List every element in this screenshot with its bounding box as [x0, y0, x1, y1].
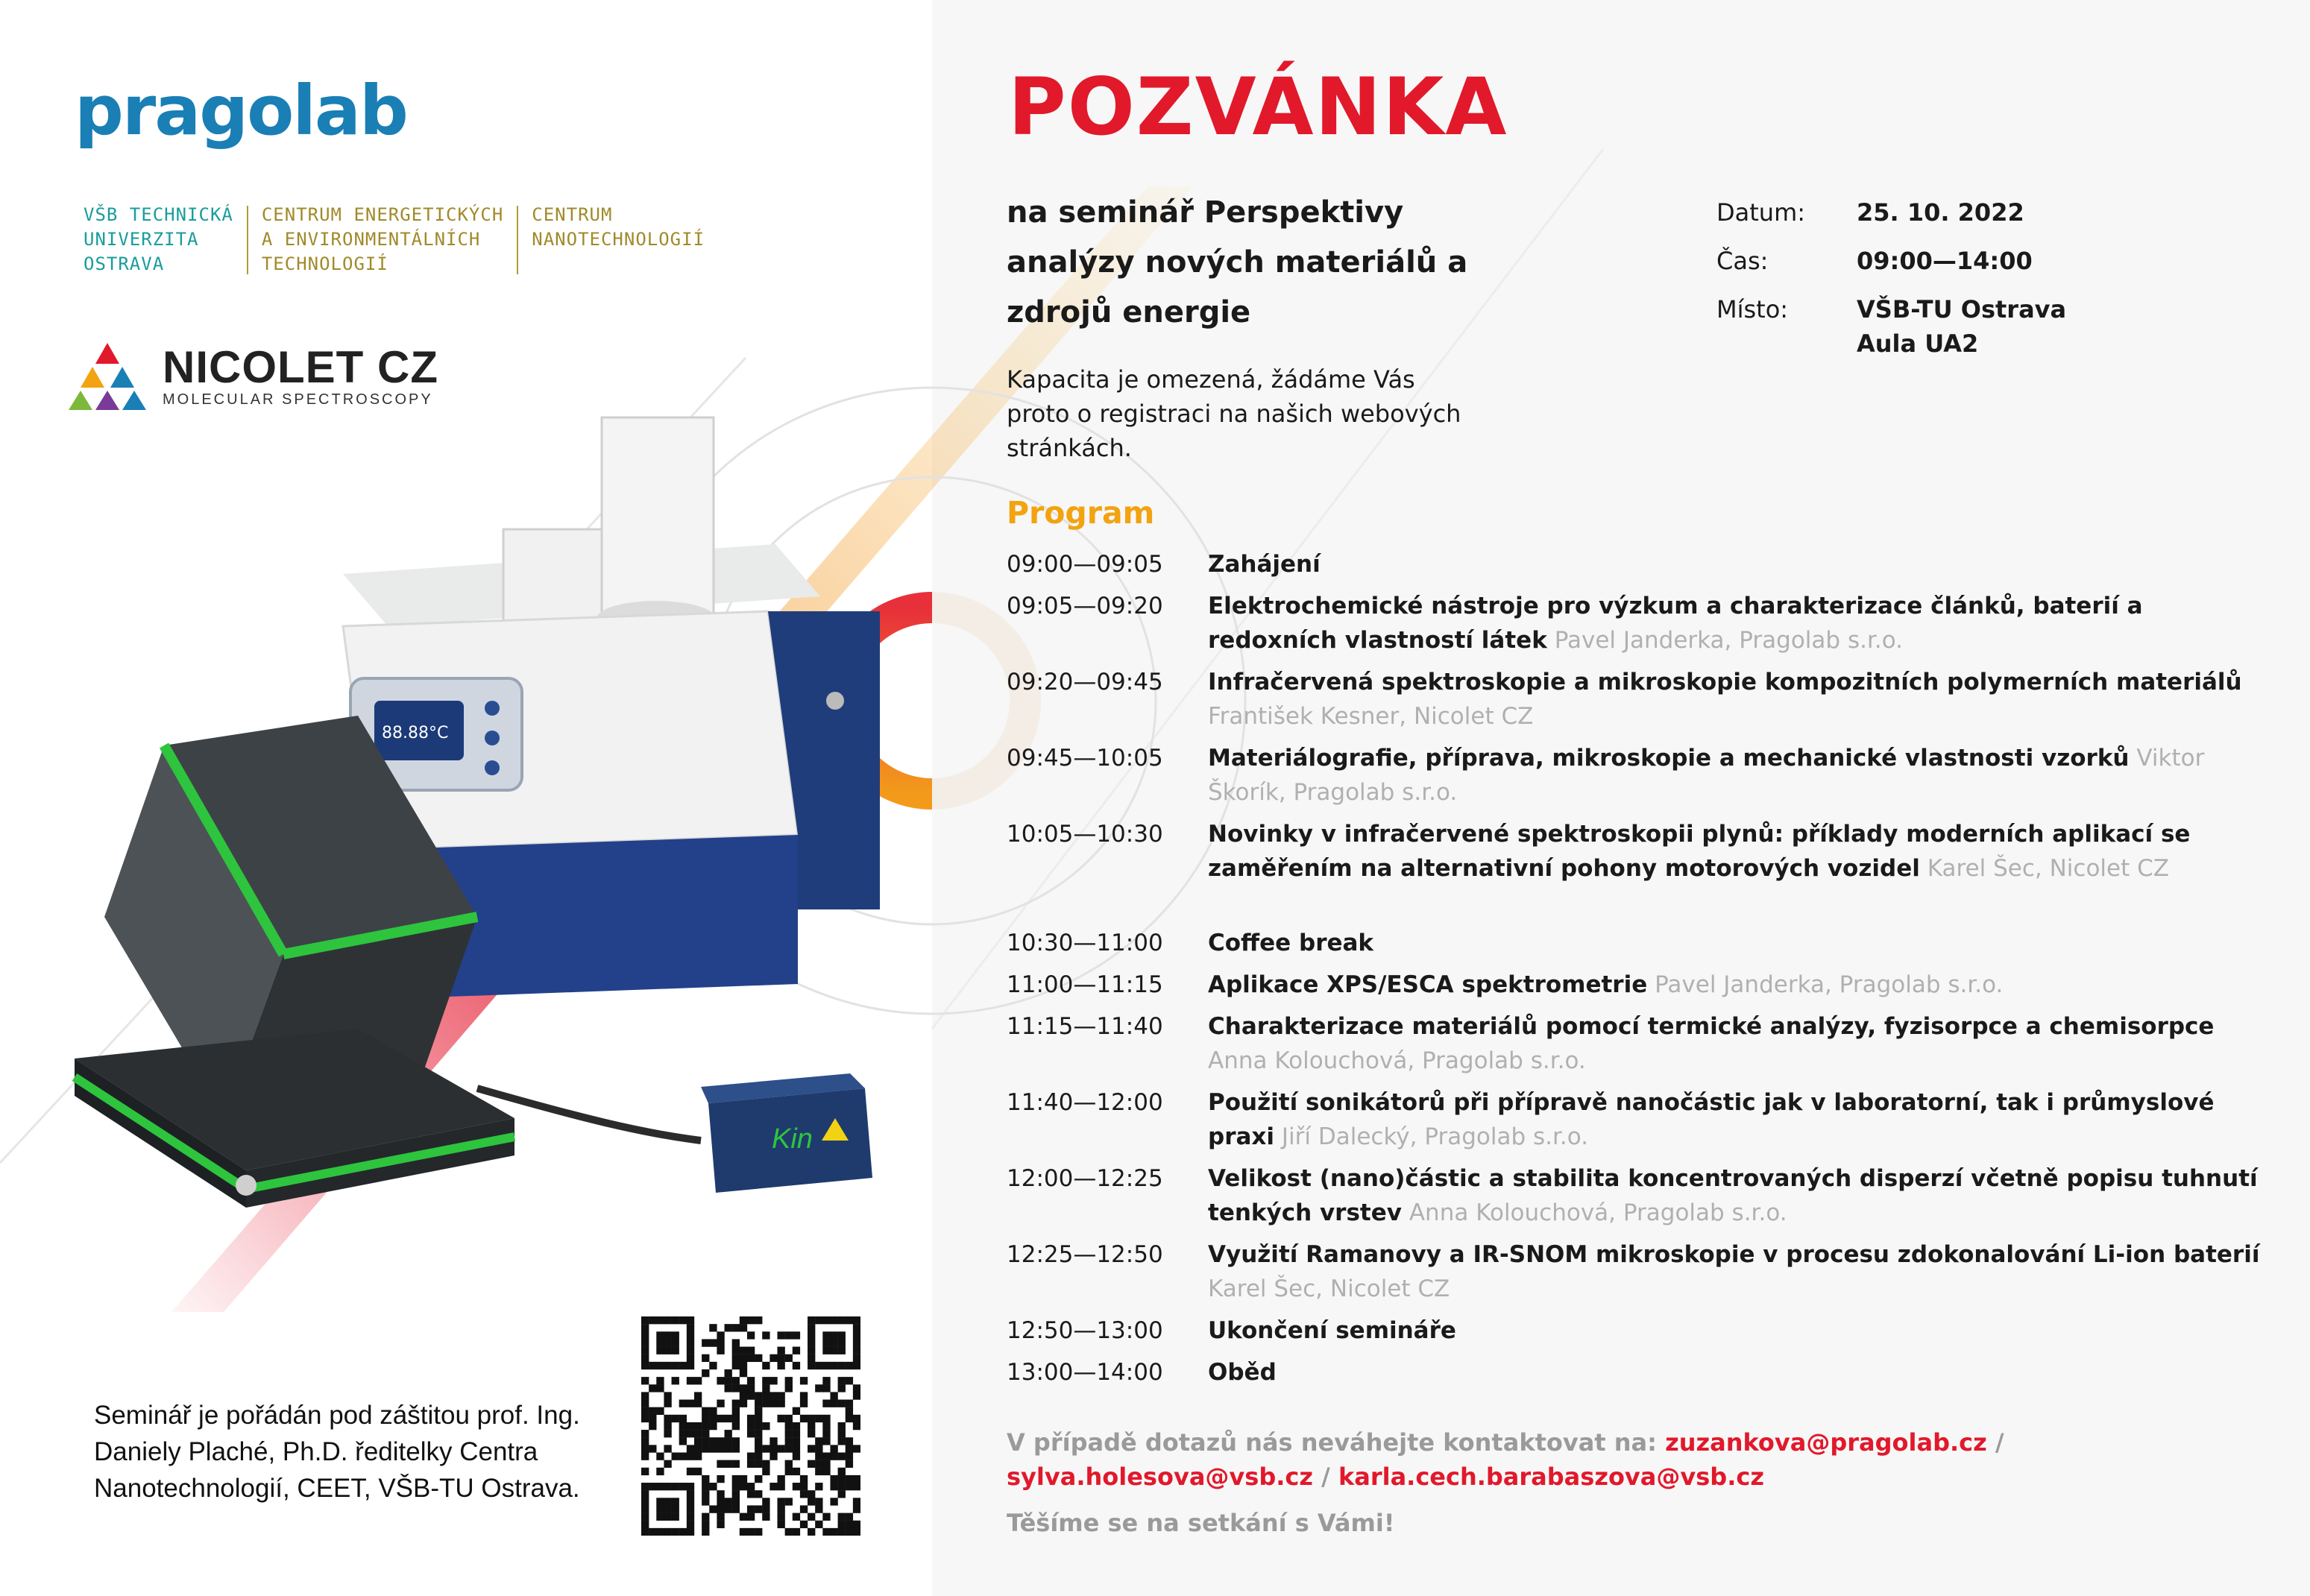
program-title: Zahájení: [1208, 551, 1321, 578]
nicolet-name: NICOLET CZ: [163, 341, 438, 392]
analyzer-button-2: [485, 731, 500, 745]
detail-value: VŠB-TU Ostrava Aula UA2: [1857, 295, 2067, 358]
detail-label: Datum:: [1716, 198, 1806, 227]
program-time: 10:30—11:00: [1007, 930, 1163, 956]
program-speaker: Karel Šec, Nicolet CZ: [1927, 855, 2170, 882]
detail-value: 25. 10. 2022: [1857, 198, 2024, 227]
program-item: [1007, 741, 2289, 810]
program-title: Oběd: [1208, 1359, 1277, 1386]
program-time: 13:00—14:00: [1007, 1359, 1163, 1386]
program-speaker: Karel Šec, Nicolet CZ: [1208, 1275, 1450, 1302]
base-screw: [236, 1175, 257, 1196]
ceet-line-1: CENTRUM ENERGETICKÝCH: [261, 204, 504, 225]
nicolet-triangles-icon: [69, 343, 146, 410]
cnt-line-1: CENTRUM: [532, 204, 613, 225]
program-item: [1007, 1313, 2289, 1348]
contact-block: [1007, 1425, 2274, 1494]
program-speaker: Pavel Janderka, Pragolab s.r.o.: [1655, 971, 2004, 998]
program-time: 11:40—12:00: [1007, 1089, 1163, 1116]
detail-label: Místo:: [1716, 295, 1789, 324]
analyzer-port: [826, 692, 844, 710]
vsb-university-name: [84, 203, 233, 277]
nicolet-logo: [69, 343, 438, 410]
program-time: 11:00—11:15: [1007, 971, 1163, 998]
contact-intro: V případě dotazů nás neváhejte kontaktovat na:: [1007, 1428, 1666, 1457]
closing-line: Těšíme se na setkání s Vámi!: [1007, 1509, 1395, 1537]
vsb-separator-2: [517, 206, 518, 274]
program-time: 09:45—10:05: [1007, 745, 1163, 772]
email-link-pragolab[interactable]: zuzankova@pragolab.cz: [1665, 1428, 1987, 1457]
program-item: [1007, 926, 2289, 960]
program-time: 09:00—09:05: [1007, 551, 1163, 578]
nicolet-subtitle: MOLECULAR SPECTROSCOPY: [163, 391, 433, 408]
vsb-line-1: VŠB TECHNICKÁ: [84, 204, 233, 225]
contact-separator: /: [1986, 1428, 2004, 1457]
program-time: 10:05—10:30: [1007, 821, 1163, 848]
analyzer-column: [602, 417, 714, 619]
detail-time: [1716, 244, 2066, 278]
ceet-line-3: TECHNOLOGIÍ: [261, 253, 388, 274]
program-title: Elektrochemické nástroje pro výzkum a charakterizace článků, baterií a redoxních vlastností látek: [1208, 593, 2143, 654]
patron-text: Seminář je pořádán pod záštitou prof. Ing. Daniely Plaché, Ph.D. ředitelky Centra Nanotechnologií, CEET, VŠB-TU Ostrava.: [94, 1401, 580, 1503]
program-title: Infračervená spektroskopie a mikroskopie kompozitních polymerních materiálů: [1208, 669, 2242, 696]
analyzer-button-3: [485, 760, 500, 775]
program-time: 12:00—12:25: [1007, 1165, 1163, 1192]
program-title: Velikost (nano)částic a stabilita koncentrovaných disperzí včetně popisu tuhnutí tenkých vrstev: [1208, 1165, 2258, 1226]
email-link-cech[interactable]: karla.cech.barabaszova@vsb.cz: [1338, 1463, 1764, 1491]
program-heading: Program: [1007, 495, 1155, 531]
detail-place: [1716, 292, 2066, 361]
program-item: [1007, 1355, 2289, 1390]
program-item: [1007, 1161, 2289, 1230]
ceet-line-2: A ENVIRONMENTÁLNÍCH: [261, 229, 481, 250]
program-item: [1007, 1009, 2289, 1078]
vsb-logo-block: [84, 203, 705, 285]
detail-date: [1716, 195, 2066, 230]
qr-code[interactable]: [641, 1316, 860, 1536]
vsb-line-2: UNIVERZITA: [84, 229, 199, 250]
pragolab-wordmark: pragolab: [75, 75, 407, 151]
vsb-separator: [247, 206, 248, 274]
analyzer-button: [485, 701, 500, 716]
cnt-name: [532, 203, 705, 252]
program-item: [1007, 665, 2289, 734]
pragolab-logo: [75, 75, 447, 164]
program-item: [1007, 1237, 2289, 1306]
program-item: [1007, 547, 2289, 581]
event-details: [1716, 195, 2066, 375]
analyzer-display-reading: 88.88°C: [382, 724, 449, 742]
program-item: [1007, 968, 2289, 1002]
program-title: Ukončení semináře: [1208, 1317, 1456, 1344]
detail-value: 09:00—14:00: [1857, 247, 2033, 275]
cnt-line-2: NANOTECHNOLOGIÍ: [532, 229, 705, 250]
instrument-illustration: [60, 403, 902, 1260]
program-speaker: Pavel Janderka, Pragolab s.r.o.: [1554, 627, 1903, 654]
program-title: Použití sonikátorů při přípravě nanočástic jak v laboratorní, tak i průmyslové praxi: [1208, 1089, 2215, 1150]
program-title: Materiálografie, příprava, mikroskopie a mechanické vlastnosti vzorků: [1208, 745, 2130, 772]
program-speaker: Anna Kolouchová, Pragolab s.r.o.: [1409, 1199, 1787, 1226]
program-title: Coffee break: [1208, 930, 1374, 956]
program-title: Aplikace XPS/ESCA spektrometrie: [1208, 971, 1648, 998]
program-speaker: Jiří Dalecký, Pragolab s.r.o.: [1281, 1123, 1589, 1150]
program-title: Novinky v infračervené spektroskopii plynů: příklady moderních aplikací se zaměřením na alternativní pohony motorových vozidel: [1208, 821, 2191, 882]
program-time: 09:05—09:20: [1007, 593, 1163, 619]
program-item: [1007, 817, 2289, 886]
program-time: 12:25—12:50: [1007, 1241, 1163, 1268]
capacity-note: Kapacita je omezená, žádáme Vás proto o registraci na našich webových stránkách.: [1007, 365, 1461, 462]
program-title: Charakterizace materiálů pomocí termické analýzy, fyzisorpce a chemisorpce: [1208, 1013, 2215, 1040]
seminar-subtitle: na seminář Perspektivy analýzy nových materiálů a zdrojů energie: [1007, 195, 1468, 329]
program-title: Využití Ramanovy a IR-SNOM mikroskopie v procesu zdokonalování Li-ion baterií: [1208, 1241, 2260, 1268]
program-speaker: Viktor Škorík, Pragolab s.r.o.: [1208, 745, 2205, 806]
program-time: 09:20—09:45: [1007, 669, 1163, 696]
ceet-name: [262, 203, 503, 277]
vsb-line-3: OSTRAVA: [84, 253, 165, 274]
program-speaker: František Kesner, Nicolet CZ: [1208, 703, 1534, 730]
detail-label: Čas:: [1716, 247, 1769, 275]
laser-module-brand: Kin: [772, 1123, 813, 1155]
email-link-holesova[interactable]: sylva.holesova@vsb.cz: [1007, 1463, 1313, 1491]
program-item: [1007, 1085, 2289, 1154]
page-title: POZVÁNKA: [1008, 61, 1508, 153]
program-speaker: Anna Kolouchová, Pragolab s.r.o.: [1208, 1047, 1586, 1074]
contact-separator: /: [1312, 1463, 1338, 1491]
program-time: 12:50—13:00: [1007, 1317, 1163, 1344]
program-time: 11:15—11:40: [1007, 1013, 1163, 1040]
program-item: [1007, 589, 2289, 657]
